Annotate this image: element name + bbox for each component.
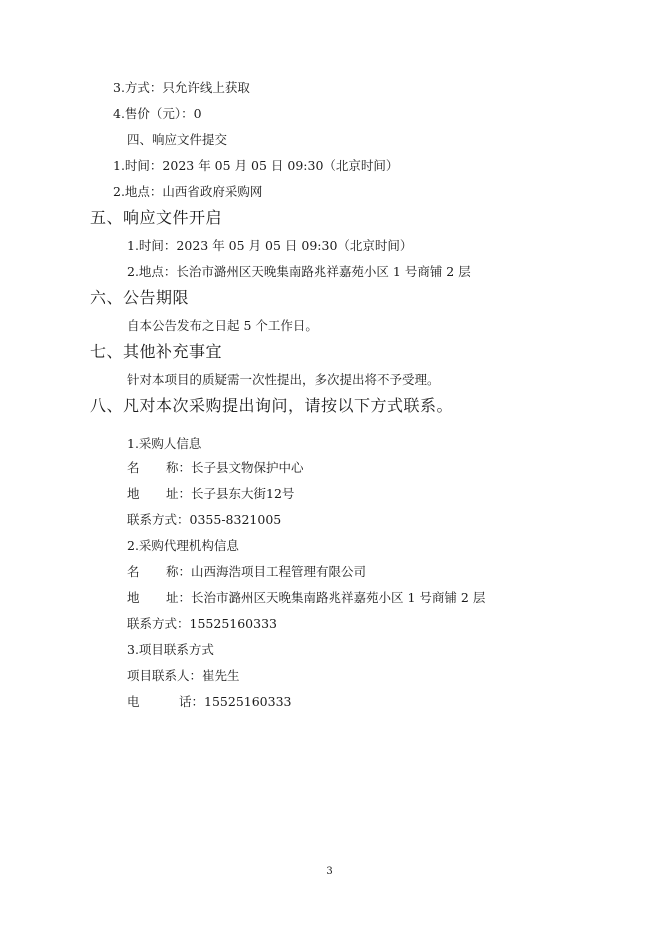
agency-contact-line xyxy=(127,616,277,632)
section-seven-heading: 七、其他补充事宜 xyxy=(90,342,223,361)
phone-label-b: 话： xyxy=(179,694,205,709)
agency-address: 长治市潞州区天晚集南路兆祥嘉苑小区 1 号商铺 2 层 xyxy=(191,590,486,605)
purchaser-address-line xyxy=(127,486,294,502)
purchaser-contact-line xyxy=(127,512,281,528)
name-label-b: 称： xyxy=(166,460,192,475)
agency-name: 山西海浩项目工程管理有限公司 xyxy=(191,564,367,579)
person-label: 项目联系人： xyxy=(127,668,203,683)
section-five-heading: 五、响应文件开启 xyxy=(90,208,223,227)
purchaser-name: 长子县文物保护中心 xyxy=(191,460,304,475)
section-eight-heading: 八、凡对本次采购提出询问，请按以下方式联系。 xyxy=(90,396,454,415)
phone-label-a: 电 xyxy=(127,694,140,709)
agency-name-line xyxy=(127,564,366,580)
purchaser-contact: 0355-8321005 xyxy=(189,512,282,527)
section-six-heading: 六、公告期限 xyxy=(90,288,190,307)
addr-label-a: 地 xyxy=(127,590,140,605)
project-contact-heading: 3.项目联系方式 xyxy=(127,642,214,657)
contact-label: 联系方式： xyxy=(127,512,190,527)
agency-contact: 15525160333 xyxy=(189,616,277,631)
purchase-method-line: 3.方式：只允许线上获取 xyxy=(113,80,250,95)
page-number: 3 xyxy=(326,866,333,877)
name-label-a: 名 xyxy=(127,460,140,475)
addr-label-b: 址： xyxy=(166,590,192,605)
purchaser-info-heading: 1.采购人信息 xyxy=(127,436,202,451)
contact-label: 联系方式： xyxy=(127,616,190,631)
open-location-line: 2.地点：长治市潞州区天晚集南路兆祥嘉苑小区 1 号商铺 2 层 xyxy=(127,264,471,279)
name-label-a: 名 xyxy=(127,564,140,579)
purchaser-address: 长子县东大街12号 xyxy=(191,486,295,501)
addr-label-a: 地 xyxy=(127,486,140,501)
submit-time-line: 1.时间：2023 年 05 月 05 日 09:30（北京时间） xyxy=(113,158,399,173)
submit-location-line: 2.地点：山西省政府采购网 xyxy=(113,184,263,199)
price-line: 4.售价（元）：0 xyxy=(113,106,202,121)
agency-info-heading: 2.采购代理机构信息 xyxy=(127,538,239,553)
name-label-b: 称： xyxy=(166,564,192,579)
project-person: 崔先生 xyxy=(202,668,240,683)
project-person-line xyxy=(127,668,240,684)
notice-period-line: 自本公告发布之日起 5 个工作日。 xyxy=(127,318,318,333)
project-phone: 15525160333 xyxy=(204,694,292,709)
purchaser-name-line xyxy=(127,460,304,476)
supplementary-line: 针对本项目的质疑需一次性提出，多次提出将不予受理。 xyxy=(127,372,440,387)
agency-address-line xyxy=(127,590,485,606)
open-time-line: 1.时间：2023 年 05 月 05 日 09:30（北京时间） xyxy=(127,238,413,253)
section-four-heading: 四、响应文件提交 xyxy=(127,132,228,147)
addr-label-b: 址： xyxy=(166,486,192,501)
project-phone-line xyxy=(127,694,292,710)
